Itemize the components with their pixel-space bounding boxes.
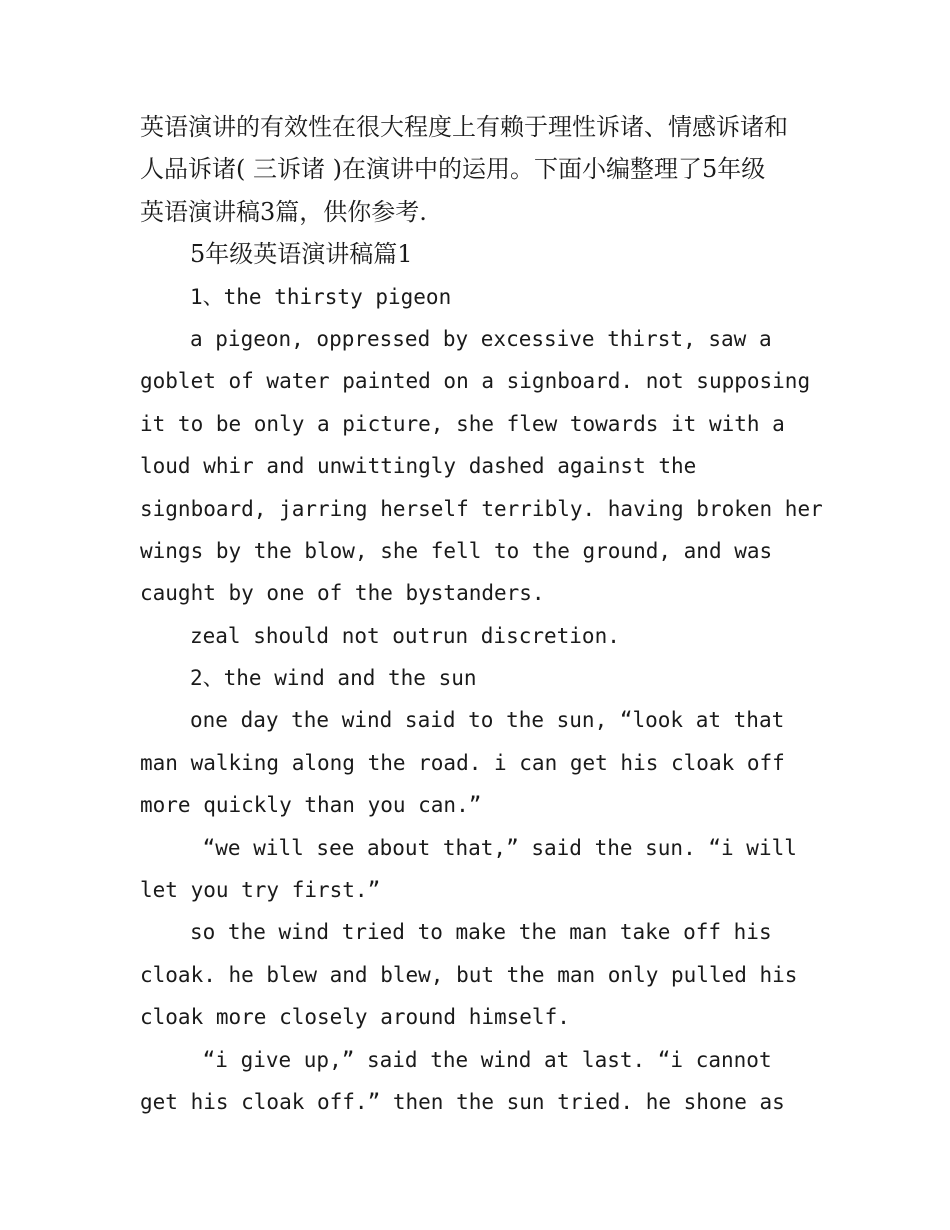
- document-body: [140, 106, 823, 1123]
- text-line: “we will see about that,” said the sun. “i will: [190, 835, 797, 860]
- text-line: “i give up,” said the wind at last. “i cannot: [190, 1047, 772, 1072]
- text-line: 1、the thirsty pigeon: [190, 284, 452, 309]
- text-line: zeal should not outrun discretion.: [190, 623, 620, 648]
- text-line: goblet of water painted on a signboard. not supposing: [140, 369, 811, 394]
- text-line: 英语演讲的有效性在很大程度上有赖于理性诉诸、情感诉诸和: [140, 113, 788, 141]
- text-line: 英语演讲稿3篇，供你参考.: [140, 197, 427, 226]
- text-line: one day the wind said to the sun, “look at that: [190, 708, 785, 733]
- text-line: wings by the blow, she fell to the ground, and was: [140, 538, 773, 563]
- text-line: it to be only a picture, she flew towards it with a: [140, 411, 785, 436]
- text-line: 2、the wind and the sun: [190, 666, 477, 691]
- text-line: a pigeon, oppressed by excessive thirst, saw a: [190, 326, 772, 351]
- text-line: let you try first.”: [140, 878, 381, 903]
- text-line: caught by one of the bystanders.: [140, 581, 545, 606]
- text-line: 人品诉诸( 三诉诸 )在演讲中的运用。下面小编整理了5年级: [140, 155, 766, 184]
- text-line: signboard, jarring herself terribly. having broken her: [140, 496, 823, 521]
- text-line: more quickly than you can.”: [140, 793, 482, 818]
- text-line: cloak more closely around himself.: [140, 1005, 570, 1030]
- text-line: get his cloak off.” then the sun tried. he shone as: [140, 1089, 785, 1114]
- text-line: so the wind tried to make the man take off his: [190, 920, 772, 945]
- text-line: man walking along the road. i can get his cloak off: [140, 750, 785, 775]
- text-line: 5年级英语演讲稿篇1: [190, 240, 413, 269]
- text-line: loud whir and unwittingly dashed against the: [140, 454, 697, 479]
- text-line: cloak. he blew and blew, but the man only pulled his: [140, 962, 798, 987]
